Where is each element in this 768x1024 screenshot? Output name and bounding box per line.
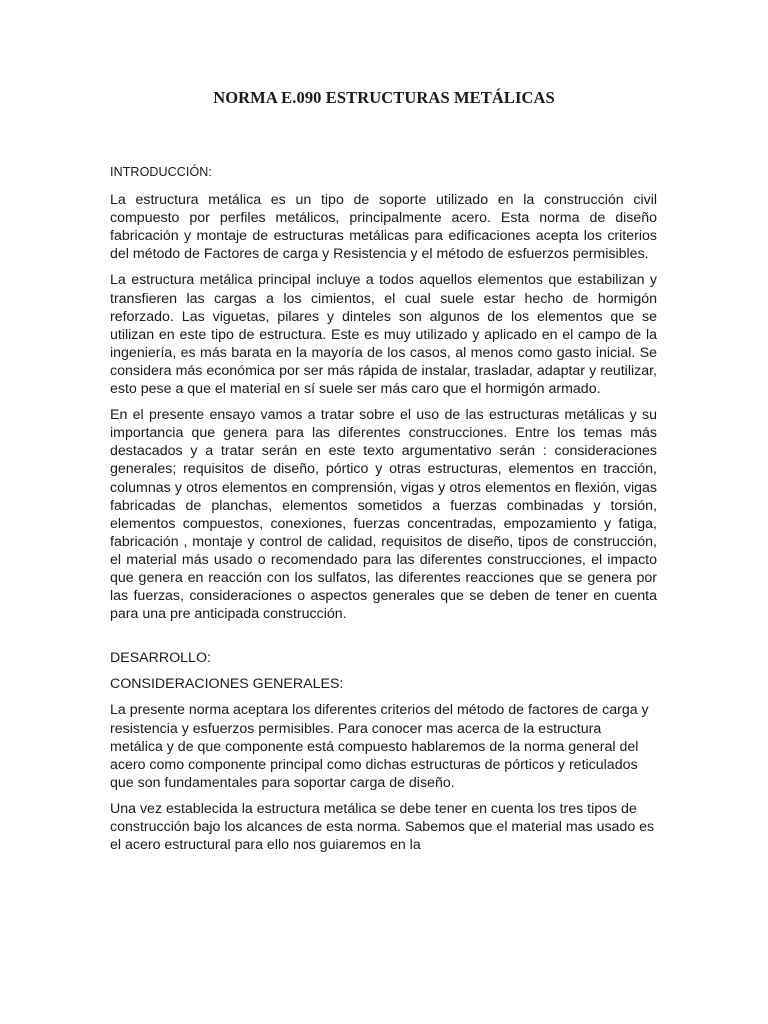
- development-paragraph-1: La presente norma aceptara los diferentes criterios del método de factores de carga y resistencia y esfuerzos permisibles. Para conocer mas acerca de la estructura metálica y de que componente está compuesto hablaremos de la norma general del acero como componente principal como dichas estructuras de pórticos y reticulados que son fundamentales para soportar carga de diseño.: [110, 702, 649, 791]
- intro-paragraph-3: En el presente ensayo vamos a tratar sobre el uso de las estructuras metálicas y su importancia que genera para las diferentes construcciones. Entre los temas más destacados y a tratar serán en este texto argumentativo serán : consideraciones generales; requisitos de diseño, pórtico y otras estructuras, elementos en tracción, columnas y otros elementos en comprensión, vigas y otros elementos en flexión, vigas fabricadas de planchas, elementos sometidos a fuerzas combinadas y torsión, elementos compuestos, conexiones, fuerzas concentradas, empozamiento y fatiga, fabricación , montaje y control de calidad, requisitos de diseño, tipos de construcción, el material más usado o recomendado para las diferentes construcciones, el impacto que genera en reacción con los sulfatos, las diferentes reacciones que se genera por las fuerzas, consideraciones o aspectos generales que se deben de tener en cuenta para una pre anticipada construcción.: [110, 407, 657, 623]
- intro-paragraph-2: La estructura metálica principal incluye a todos aquellos elementos que estabilizan y transfieren las cargas a los cimientos, el cual suele estar hecho de hormigón reforzado. Las viguetas, pilares y dinteles son algunos de los elementos que se utilizan en este tipo de estructura. Este es muy utilizado y aplicado en el campo de la ingeniería, es más barata en la mayoría de los casos, al menos como gasto inicial. Se considera más económica por ser más rápida de instalar, trasladar, adaptar y reutilizar, esto pese a que el material en sí suele ser más caro que el hormigón armado.: [110, 272, 657, 398]
- intro-paragraph-1: La estructura metálica es un tipo de soporte utilizado en la construcción civil compuesto por perfiles metálicos, principalmente acero. Esta norma de diseño fabricación y montaje de estructuras metálicas para edificaciones acepta los criterios del método de Factores de carga y Resistencia y el método de esfuerzos permisibles.: [110, 192, 657, 263]
- document-title: NORMA E.090 ESTRUCTURAS METÁLICAS: [213, 88, 555, 107]
- development-paragraph-2: Una vez establecida la estructura metálica se debe tener en cuenta los tres tipos de construcción bajo los alcances de esta norma. Sabemos que el material mas usado es el acero estructural para ello nos guiaremos en la: [110, 800, 655, 854]
- intro-heading: INTRODUCCIÓN:: [110, 165, 212, 179]
- development-heading: DESARROLLO:: [110, 650, 211, 667]
- document-body: [110, 163, 657, 862]
- general-considerations-heading: CONSIDERACIONES GENERALES:: [110, 676, 344, 693]
